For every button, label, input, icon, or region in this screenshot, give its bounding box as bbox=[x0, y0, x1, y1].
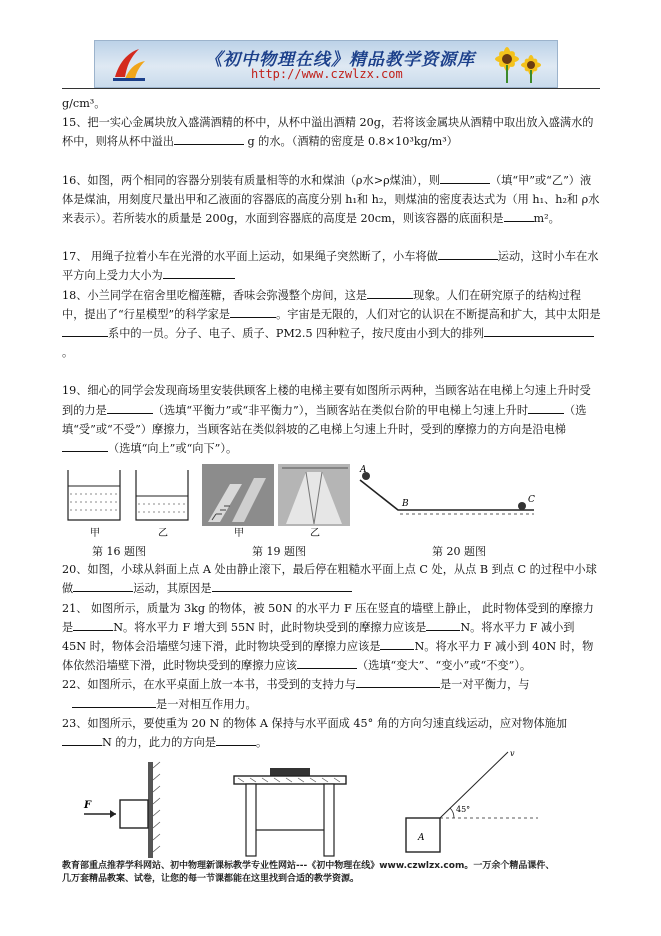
figure-16-label-b: 乙 bbox=[158, 528, 168, 540]
answer-blank[interactable] bbox=[367, 286, 413, 299]
figure-19-escalators bbox=[202, 464, 352, 538]
figure-19-label-b: 乙 bbox=[310, 528, 320, 540]
answer-blank[interactable] bbox=[426, 618, 460, 631]
answer-blank[interactable] bbox=[438, 247, 498, 260]
answer-blank[interactable] bbox=[212, 579, 352, 592]
answer-blank[interactable] bbox=[73, 579, 133, 592]
answer-blank[interactable] bbox=[216, 733, 256, 746]
force-f-label: F bbox=[84, 800, 92, 812]
question-17: 17、 用绳子拉着小车在光滑的水平面上运动，如果绳子突然断了，小车将做 运动，这时小车在水平方向上受力大小为 bbox=[62, 247, 602, 285]
figure-22-table-book bbox=[230, 760, 350, 860]
answer-blank[interactable] bbox=[62, 439, 108, 452]
site-logo-icon bbox=[109, 45, 149, 83]
site-banner bbox=[94, 40, 558, 88]
figure-21-wall bbox=[80, 760, 190, 860]
caption-20: 第 20 题图 bbox=[432, 545, 486, 559]
site-title: 《初中物理在线》精品教学资源库 bbox=[205, 50, 475, 70]
point-a-label: A bbox=[360, 465, 367, 476]
site-url[interactable]: http://www.czwlzx.com bbox=[251, 67, 403, 81]
answer-blank[interactable] bbox=[356, 675, 440, 688]
answer-blank[interactable] bbox=[484, 324, 594, 337]
figure-16-containers bbox=[64, 464, 194, 538]
figure-19-label-a: 甲 bbox=[234, 528, 244, 540]
question-18: 18、小兰同学在宿舍里吃榴莲糖，香味会弥漫整个房间，这是 现象。人们在研究原子的结构过程中，提出了“行星模型”的科学家是 。宇宙是无限的，人们对它的认识在不断提高和扩大，其中太阳是系中的一员。分子、电子、质子、PM2.5 四种粒子，按尺度由小到大的排列。 bbox=[62, 286, 602, 363]
answer-blank[interactable] bbox=[107, 401, 153, 414]
question-22: 22、如图所示，在水平桌面上放一本书，书受到的支持力与 是一对平衡力，与 是一对相互作用力。 bbox=[62, 675, 602, 713]
footer-line-1: 教育部重点推荐学科网站、初中物理新课标教学专业性网站---《初中物理在线》www.czwlzx.com。一万余个精品课件、 bbox=[62, 861, 555, 871]
answer-blank[interactable] bbox=[504, 209, 534, 222]
figure-23-block bbox=[398, 749, 558, 860]
answer-blank[interactable] bbox=[230, 305, 276, 318]
header-rule bbox=[62, 88, 600, 89]
question-21: 21、 如图所示，质量为 3kg 的物体，被 50N 的水平力 F 压在竖直的墙壁上静止， 此时物体受到的摩擦力是 N。将水平力 F 增大到 55N 时，此时物块受到的摩擦力应该是 N。将水平力 F 减小到 45N 时，物体会沿墙壁匀速下滑，此时物块受到的摩擦力应该是 N。将水平力 F 减小到 40N 时，物体依然沿墙壁下滑，此时物块受到的摩擦力应该 （选填“变大”、“变小”或“不变”）。 bbox=[62, 601, 594, 673]
velocity-label: v bbox=[510, 749, 515, 759]
answer-blank[interactable] bbox=[72, 695, 156, 708]
caption-16: 第 16 题图 bbox=[92, 545, 146, 559]
answer-blank[interactable] bbox=[528, 401, 564, 414]
figure-row-16-19-20 bbox=[62, 462, 602, 540]
caption-19: 第 19 题图 bbox=[252, 545, 306, 559]
question-20: 20、如图，小球从斜面上点 A 处由静止滚下，最后停在粗糙水平面上点 C 处，从点 B 到点 C 的过程中小球做 运动，其原因是 bbox=[62, 563, 597, 596]
question-23: 23、如图所示，要使重为 20 N 的物体 A 保持与水平面成 45° 角的方向匀速直线运动，应对物体施加 N 的力，此力的方向是 。 bbox=[62, 716, 568, 750]
figure-20-incline bbox=[352, 466, 542, 526]
point-c-label: C bbox=[528, 495, 535, 506]
angle-label: 45° bbox=[456, 805, 471, 815]
question-19: 19、细心的同学会发现商场里安装供顾客上楼的电梯主要有如图所示两种，当顾客站在电梯上匀速上升时受到的力是 （选填“平衡力”或“非平衡力”），当顾客站在类似台阶的甲电梯上匀速上升时 （选填“受”或“不受”）摩擦力，当顾客站在类似斜坡的乙电梯上匀速上升时，受到的摩擦力的方向是沿电梯（选填“向上”或“向下”）。 bbox=[62, 384, 591, 456]
point-b-label: B bbox=[402, 499, 409, 510]
figure-captions bbox=[62, 540, 602, 560]
page-footer bbox=[62, 860, 607, 886]
figure-16-label-a: 甲 bbox=[90, 528, 100, 540]
footer-line-2: 几万套精品教案、试卷，让您的每一节课都能在这里找到合适的教学资源。 bbox=[62, 874, 360, 884]
answer-blank[interactable] bbox=[62, 324, 108, 337]
answer-blank[interactable] bbox=[380, 637, 414, 650]
exam-content bbox=[62, 94, 602, 860]
answer-blank[interactable] bbox=[62, 733, 102, 746]
answer-blank[interactable] bbox=[297, 656, 357, 669]
question-16: 16、如图，两个相同的容器分别装有质量相等的水和煤油（ρ水>ρ煤油），则 （填“甲”或“乙”）液体是煤油，用刻度尺量出甲和乙液面的容器底的高度分别 h₁和 h₂，则煤油的密度表达式为（用 h₁、h₂和 ρ水来表示）。若所装水的质量是 200g，水面到容器底的高度是 20cm，则该容器的底面积是 m²。 bbox=[62, 171, 602, 229]
answer-blank[interactable] bbox=[163, 266, 235, 279]
question-15: 15、把一实心金属块放入盛满酒精的杯中，从杯中溢出酒精 20g，若将该金属块从酒精中取出放入盛满水的杯中，则将从杯中溢出 g 的水。（酒精的密度是 0.8×10³kg/m³） bbox=[62, 116, 594, 149]
answer-blank[interactable] bbox=[174, 132, 244, 145]
answer-blank[interactable] bbox=[440, 171, 490, 184]
block-a-label: A bbox=[418, 833, 425, 844]
sunflower-icon bbox=[489, 45, 547, 83]
figure-row-21-22-23 bbox=[62, 749, 602, 860]
continued-unit: g/cm³。 bbox=[62, 97, 106, 110]
answer-blank[interactable] bbox=[73, 618, 113, 631]
